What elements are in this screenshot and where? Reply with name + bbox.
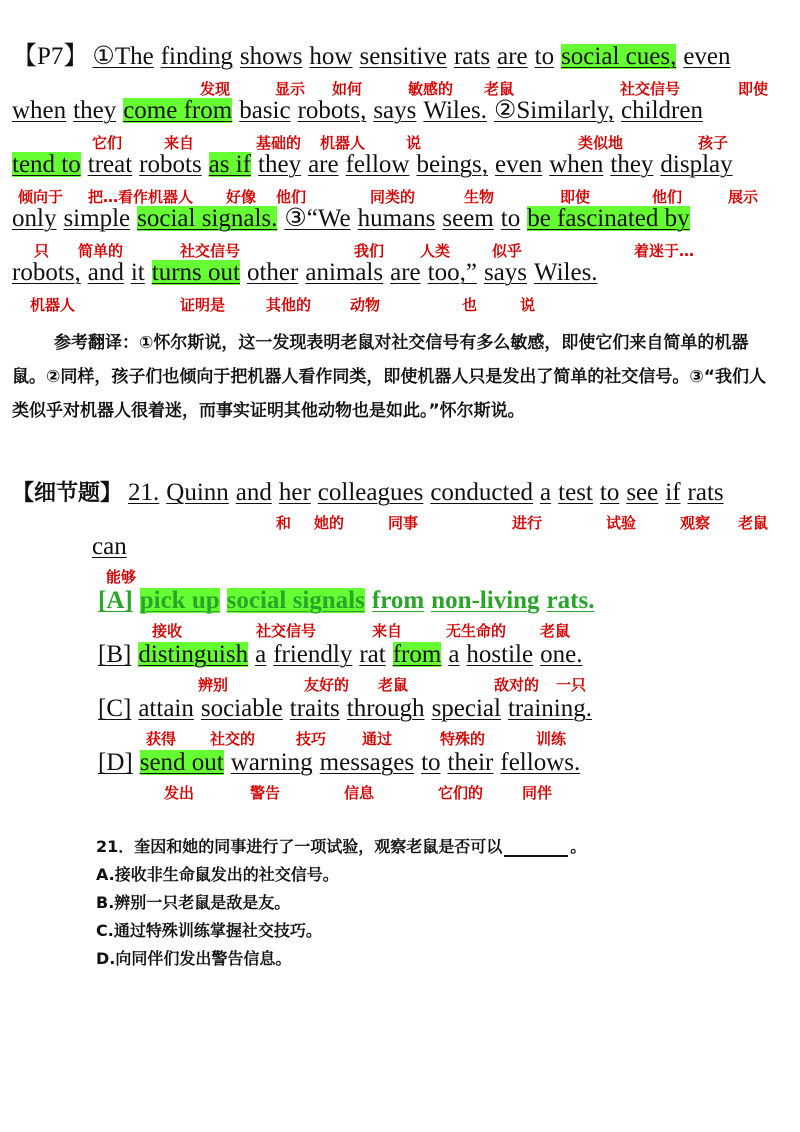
gloss: 发出 — [164, 784, 195, 802]
word: colleagues — [317, 479, 424, 506]
word: and — [235, 479, 272, 506]
gloss: 同事 — [388, 514, 419, 532]
gloss: 他们 — [276, 188, 307, 206]
gloss: 通过 — [362, 730, 393, 748]
highlighted-phrase: distinguish — [138, 641, 249, 668]
gloss: 无生命的 — [446, 622, 507, 640]
word: other — [246, 259, 299, 286]
word: even — [495, 151, 543, 178]
gloss: 似乎 — [492, 242, 523, 260]
word: treat — [87, 151, 133, 178]
highlighted-phrase: pick up — [139, 587, 220, 614]
cn-option-b: B.辨别一只老鼠是敌是友。 — [96, 893, 291, 912]
gloss: 他们 — [652, 188, 683, 206]
word: robots, — [12, 259, 81, 286]
word: sensitive — [359, 43, 447, 70]
word: Wiles. — [423, 97, 487, 124]
option-a[interactable] — [98, 588, 601, 613]
gloss: 警告 — [250, 784, 281, 802]
word: can — [92, 533, 127, 560]
option-label: [D] — [98, 749, 133, 776]
gloss: 技巧 — [296, 730, 327, 748]
word: hostile — [466, 641, 534, 668]
option-b[interactable] — [98, 642, 589, 667]
gloss: 和 — [276, 514, 292, 532]
word: when — [12, 97, 67, 124]
gloss: 着迷于… — [634, 242, 695, 260]
word: rats. — [546, 587, 595, 614]
question-type-tag: 【细节题】 — [12, 481, 123, 506]
word: animals — [305, 259, 384, 286]
word: humans — [357, 205, 436, 232]
gloss: 她的 — [314, 514, 345, 532]
gloss: 接收 — [152, 622, 183, 640]
gloss: 特殊的 — [440, 730, 486, 748]
word: robots — [139, 151, 202, 178]
cn-question-stem — [96, 834, 586, 857]
gloss: 老鼠 — [484, 80, 515, 98]
word: fellows. — [500, 749, 581, 776]
gloss: 友好的 — [304, 676, 350, 694]
option-d[interactable] — [98, 750, 587, 775]
option-c[interactable] — [98, 696, 599, 721]
gloss: 如何 — [332, 80, 363, 98]
word: Quinn — [166, 479, 229, 506]
word: it — [130, 259, 145, 286]
word: are — [308, 151, 339, 178]
gloss: 同类的 — [370, 188, 416, 206]
word: through — [346, 695, 425, 722]
word: they — [610, 151, 654, 178]
word: 21. — [128, 479, 160, 506]
cn-option-c: C.通过特殊训练掌握社交技巧。 — [96, 921, 322, 940]
word: when — [549, 151, 604, 178]
gloss: 社交信号 — [180, 242, 241, 260]
word: sociable — [200, 695, 283, 722]
word: rat — [359, 641, 386, 668]
word: are — [497, 43, 528, 70]
word: says — [373, 97, 417, 124]
gloss: 试验 — [606, 514, 637, 532]
option-label: [A] — [98, 587, 133, 614]
word: her — [278, 479, 311, 506]
highlighted-phrase: send out — [139, 749, 224, 776]
gloss: 敌对的 — [494, 676, 540, 694]
question-stem — [12, 480, 731, 505]
gloss: 获得 — [146, 730, 177, 748]
gloss: 好像 — [226, 188, 257, 206]
word: rats — [453, 43, 491, 70]
gloss: 也 — [462, 296, 478, 314]
word: ①The — [92, 43, 154, 70]
gloss: 只 — [34, 242, 50, 260]
word: they — [258, 151, 302, 178]
word: to — [500, 205, 521, 232]
word: Wiles. — [534, 259, 598, 286]
gloss: 它们 — [92, 134, 123, 152]
highlighted-phrase: from — [392, 641, 442, 668]
gloss: 简单的 — [78, 242, 124, 260]
word: seem — [442, 205, 494, 232]
word: beings, — [416, 151, 489, 178]
word: training. — [507, 695, 592, 722]
gloss: 说 — [520, 296, 536, 314]
gloss: 证明是 — [180, 296, 226, 314]
gloss: 观察 — [680, 514, 711, 532]
passage-line-3 — [12, 152, 740, 177]
gloss: 来自 — [164, 134, 195, 152]
word: conducted — [430, 479, 534, 506]
word: warning — [230, 749, 313, 776]
word: a — [448, 641, 460, 668]
gloss: 倾向于 — [18, 188, 64, 206]
gloss: 社交的 — [210, 730, 256, 748]
word: traits — [289, 695, 340, 722]
gloss: 它们的 — [438, 784, 484, 802]
word: ②Similarly, — [493, 97, 615, 124]
word: says — [483, 259, 527, 286]
word: non-living — [431, 587, 540, 614]
passage-line-4 — [12, 206, 697, 231]
gloss: 展示 — [728, 188, 759, 206]
passage-line-1 — [12, 44, 738, 69]
option-label: [C] — [98, 695, 132, 722]
gloss: 其他的 — [266, 296, 312, 314]
word: to — [421, 749, 441, 776]
word: test — [558, 479, 593, 506]
gloss: 社交信号 — [620, 80, 681, 98]
gloss: 类似地 — [578, 134, 624, 152]
gloss: 能够 — [106, 568, 137, 586]
word: how — [309, 43, 353, 70]
word: one. — [540, 641, 583, 668]
gloss: 即使 — [738, 80, 769, 98]
reference-translation: 参考翻译：①怀尔斯说，这一发现表明老鼠对社交信号有多么敏感，即使它们来自简单的机器鼠。②同样，孩子们也倾向于把机器人看作同类，即使机器人只是发出了简单的社交信号。③“我们人类似乎对机器人很着迷，而事实证明其他动物也是如此。”怀尔斯说。 — [12, 333, 766, 421]
highlighted-phrase: social cues, — [561, 43, 677, 70]
highlighted-phrase: as if — [208, 151, 252, 178]
word: if — [665, 479, 681, 506]
passage-line-2 — [12, 98, 710, 123]
word: they — [73, 97, 117, 124]
gloss: 进行 — [512, 514, 543, 532]
gloss: 老鼠 — [540, 622, 571, 640]
word: and — [87, 259, 124, 286]
cn-stem-end: 。 — [570, 837, 587, 856]
highlighted-phrase: social signals — [226, 587, 365, 614]
gloss: 孩子 — [698, 134, 729, 152]
word: ③“We — [284, 205, 351, 232]
question-stem-continued — [92, 534, 134, 559]
option-label: [B] — [98, 641, 132, 668]
gloss: 社交信号 — [256, 622, 317, 640]
gloss: 即使 — [560, 188, 591, 206]
cn-option-d: D.向同伴们发出警告信息。 — [96, 949, 292, 968]
gloss: 基础的 — [256, 134, 302, 152]
gloss: 发现 — [200, 80, 231, 98]
gloss: 说 — [406, 134, 422, 152]
word: fellow — [345, 151, 410, 178]
word: from — [371, 587, 425, 614]
word: a — [255, 641, 267, 668]
word: attain — [138, 695, 194, 722]
passage-tag: 【P7】 — [12, 43, 89, 70]
word: shows — [239, 43, 303, 70]
word: to — [534, 43, 555, 70]
word: display — [660, 151, 733, 178]
word: robots, — [297, 97, 367, 124]
cn-stem-text: 21．奎因和她的同事进行了一项试验，观察老鼠是否可以 — [96, 837, 503, 856]
passage-line-5 — [12, 260, 605, 285]
highlighted-phrase: social signals. — [137, 205, 278, 232]
word: messages — [319, 749, 415, 776]
gloss: 信息 — [344, 784, 375, 802]
gloss: 同伴 — [522, 784, 553, 802]
word: friendly — [273, 641, 353, 668]
highlighted-phrase: tend to — [12, 151, 81, 178]
gloss: 人类 — [420, 242, 451, 260]
gloss: 机器人 — [320, 134, 366, 152]
gloss: 辨别 — [198, 676, 229, 694]
gloss: 老鼠 — [378, 676, 409, 694]
word: children — [621, 97, 703, 124]
word: their — [447, 749, 494, 776]
word: special — [431, 695, 501, 722]
gloss: 我们 — [354, 242, 385, 260]
word: see — [626, 479, 659, 506]
highlighted-phrase: turns out — [151, 259, 240, 286]
word: a — [540, 479, 552, 506]
highlighted-phrase: be fascinated by — [527, 205, 690, 232]
word: finding — [160, 43, 233, 70]
word: too,” — [427, 259, 477, 286]
gloss: 训练 — [536, 730, 567, 748]
word: even — [683, 43, 731, 70]
gloss: 敏感的 — [408, 80, 454, 98]
word: basic — [239, 97, 291, 124]
cn-option-a: A.接收非生命鼠发出的社交信号。 — [96, 865, 339, 884]
gloss: 显示 — [275, 80, 306, 98]
gloss: 老鼠 — [738, 514, 769, 532]
answer-blank — [504, 855, 568, 857]
gloss: 来自 — [372, 622, 403, 640]
gloss: 动物 — [350, 296, 381, 314]
gloss: 把…看作机器人 — [88, 188, 194, 206]
gloss: 生物 — [464, 188, 495, 206]
highlighted-phrase: come from — [123, 97, 233, 124]
word: rats — [687, 479, 724, 506]
word: only — [12, 205, 57, 232]
word: simple — [63, 205, 131, 232]
word: to — [599, 479, 620, 506]
gloss: 一只 — [556, 676, 587, 694]
gloss: 机器人 — [30, 296, 76, 314]
word: are — [390, 259, 421, 286]
